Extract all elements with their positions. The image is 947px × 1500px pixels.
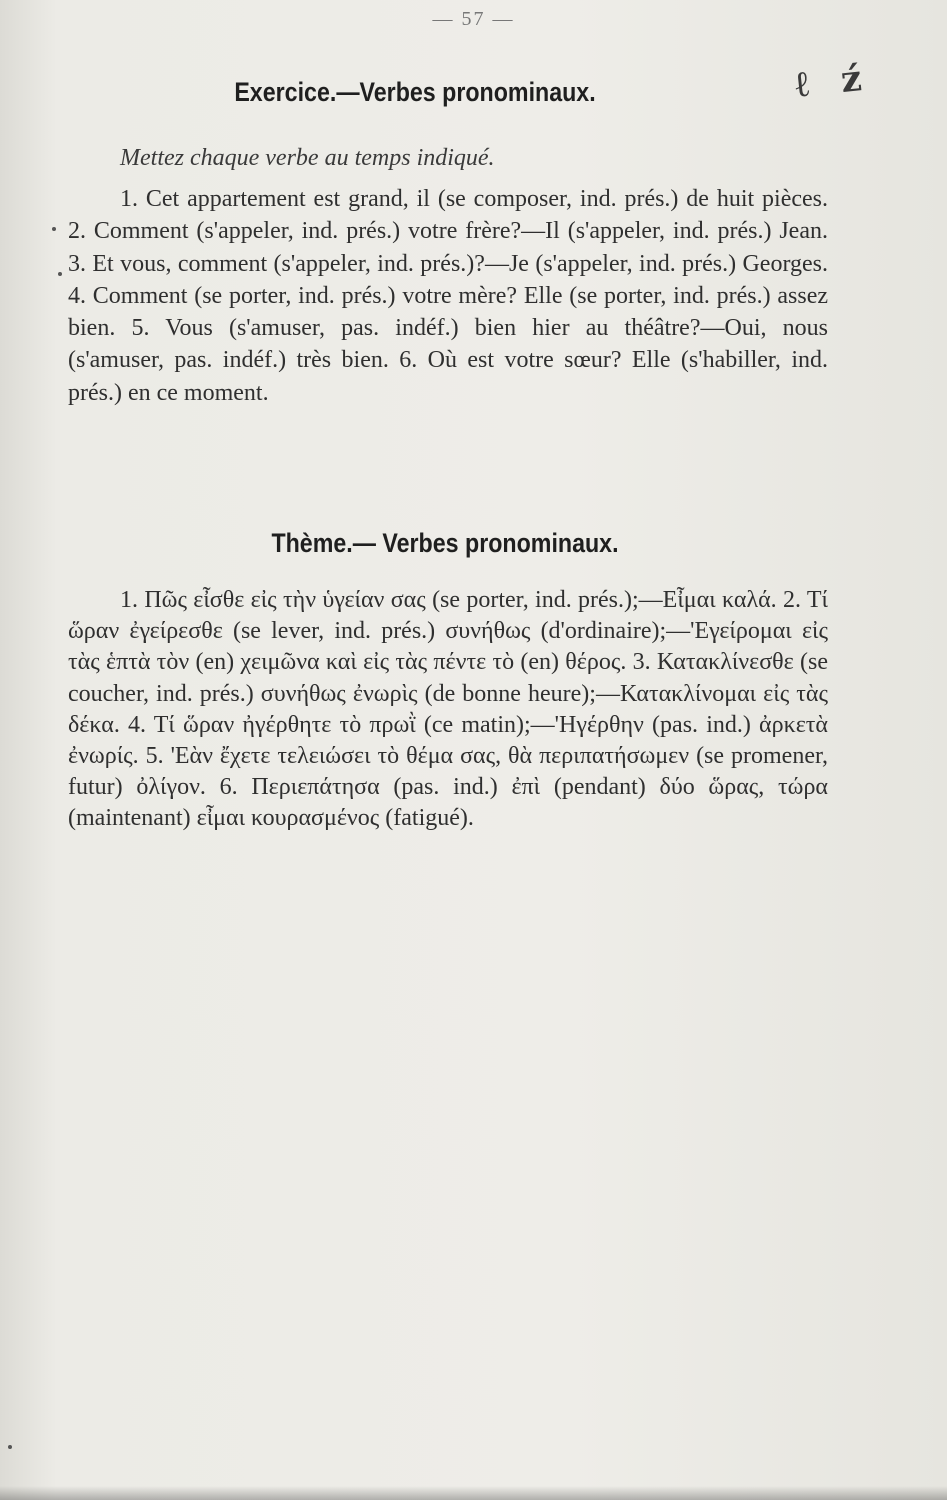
exercise-text: 1. Cet appartement est grand, il (se composer, ind. prés.) de huit pièces. 2. Comment (s'appeler, ind. prés.) votre frère?—Il (s'appeler, ind. prés.) Jean. 3. Et vous, comment (s'appeler, ind. prés.)?—Je (s'appeler, ind. prés.) Georges. 4. Comment (se porter, ind. prés.) votre mère? Elle (se porter, ind. prés.) assez bien. 5. Vous (s'amuser, pas. indéf.) bien hier au théâtre?—Oui, nous (s'amuser, pas. indéf.) très bien. 6. Où est votre sœur? Elle (s'habiller, ind. prés.) en ce moment. [68, 186, 828, 406]
page-edge-shadow [0, 1486, 947, 1500]
exercise-heading: Exercice.—Verbes pronominaux. [234, 77, 596, 107]
ink-speck [8, 1445, 12, 1449]
theme-heading: Thème.— Verbes pronominaux. [271, 528, 619, 558]
ink-speck [52, 227, 56, 231]
exercise-instruction: Mettez chaque verbe au temps indiqué. [120, 145, 495, 171]
ink-speck [58, 272, 62, 276]
theme-text: 1. Πῶς εἶσθε εἰς τὴν ὑγείαν σας (se porter, ind. prés.);—Εἶμαι καλά. 2. Τί ὥραν ἐγείρεσθε (se lever, ind. prés.) συνήθως (d'ordinaire);—'Εγείρομαι εἰς τὰς ἑπτὰ τὸν (en) χειμῶνα καὶ εἰς τὰς πέντε τὸ (en) θέρος. 3. Κατακλίνεσθε (se coucher, ind. prés.) συνήθως ἐνωρὶς (de bonne heure);—Κατακλίνομαι εἰς τὰς δέκα. 4. Τί ὥραν ἠγέρθητε τὸ πρωῒ (ce matin);—'Ηγέρθην (pas. ind.) ἀρκετὰ ἐνωρίς. 5. 'Εὰν ἔχετε τελειώσει τὸ θέμα σας, θὰ περιπατήσωμεν (se promener, futur) ὀλίγον. 6. Περιεπάτησα (pas. ind.) ἐπὶ (pendant) δύο ὥρας, τώρα (maintenant) εἶμαι κουρασμένος (fatigué). [68, 587, 828, 832]
page-number: — 57 — [432, 8, 515, 30]
handwritten-marginalia: ℓ ź [793, 56, 874, 106]
